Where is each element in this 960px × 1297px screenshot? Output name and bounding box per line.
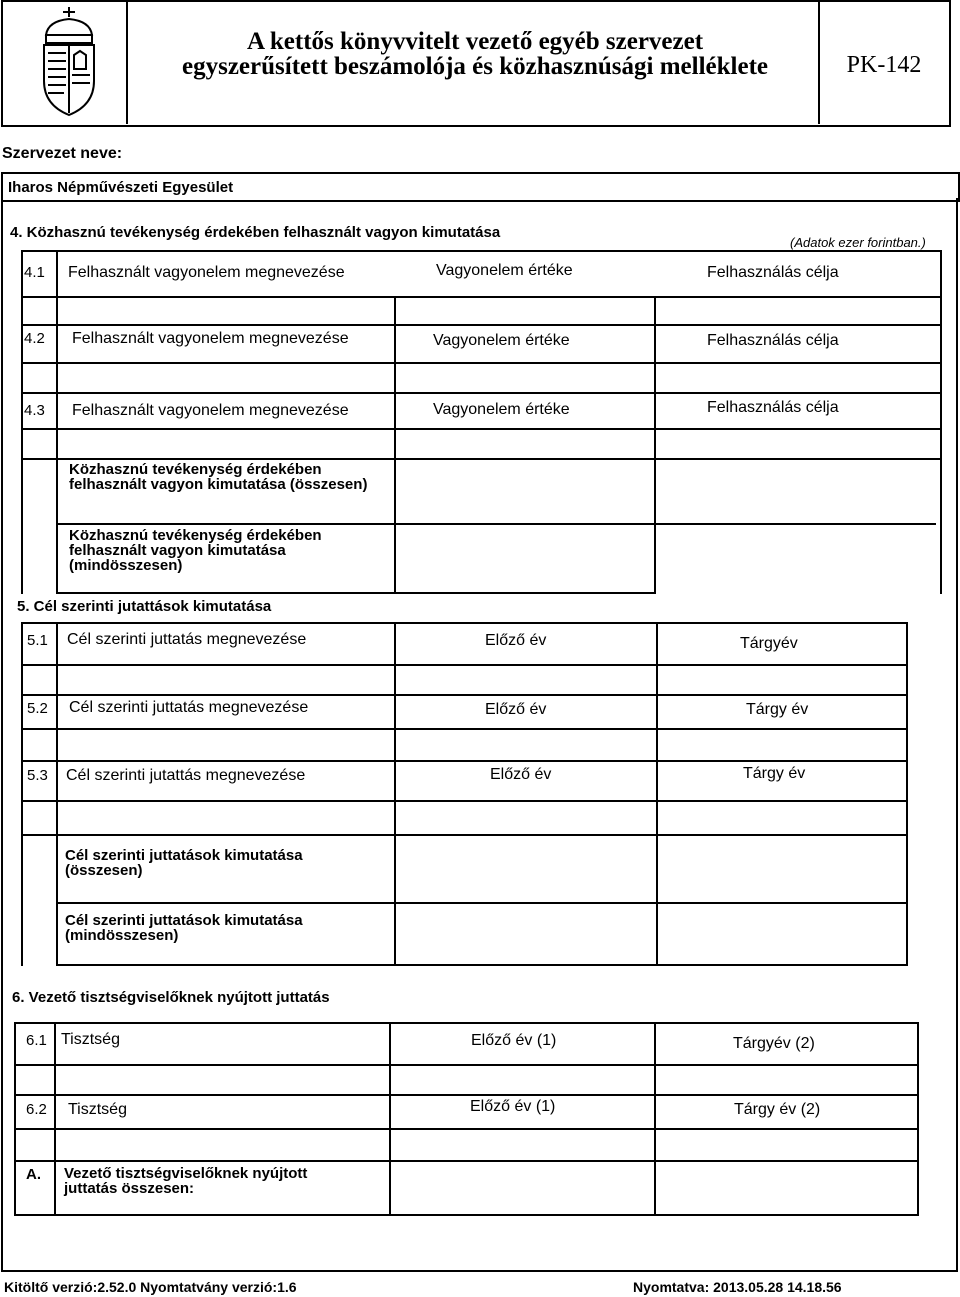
s4-row2-purpose: Felhasználás célja bbox=[707, 332, 839, 349]
section6-title: 6. Vezető tisztségviselőknek nyújtott juttatás bbox=[12, 989, 330, 1006]
page-frame-right bbox=[956, 198, 958, 1270]
s5-row1-curr: Tárgyév bbox=[740, 635, 798, 652]
s6-row2-curr-input[interactable] bbox=[656, 1130, 913, 1158]
s5-row1-number: 5.1 bbox=[27, 632, 48, 649]
s6-row1-name: Tisztség bbox=[61, 1031, 120, 1048]
organization-name: Iharos Népművészeti Egyesület bbox=[8, 179, 234, 196]
s5-row3-curr: Tárgy év bbox=[743, 765, 806, 782]
s5-row3-prev: Előző év bbox=[490, 766, 552, 783]
form-code: PK-142 bbox=[846, 52, 922, 78]
s5-row2-name-input[interactable] bbox=[58, 730, 392, 758]
s4-row2-top bbox=[21, 324, 940, 326]
footer-printed: Nyomtatva: 2013.05.28 14.18.56 bbox=[633, 1279, 842, 1295]
s4-row2-name-input[interactable] bbox=[58, 364, 392, 390]
s6-row1-number: 6.1 bbox=[26, 1032, 47, 1049]
s4-row3-purpose: Felhasználás célja bbox=[707, 399, 839, 416]
s5-bottom bbox=[56, 964, 906, 966]
s6-row1-name-input[interactable] bbox=[56, 1066, 387, 1092]
section5-title: 5. Cél szerinti jutattások kimutatása bbox=[17, 598, 272, 615]
s5-row1-name-input[interactable] bbox=[58, 666, 392, 692]
s5-row2-prev: Előző év bbox=[485, 701, 547, 718]
s5-row3-curr-input[interactable] bbox=[658, 802, 904, 832]
s6-row2-name-input[interactable] bbox=[56, 1130, 387, 1158]
s5-row3-name: Cél szerinti jutattás megnevezése bbox=[66, 767, 306, 784]
s4-row1-value: Vagyonelem értéke bbox=[436, 262, 573, 279]
page-frame-bottom bbox=[1, 1270, 958, 1272]
s4-bottom bbox=[56, 592, 656, 594]
s6-row2-number: 6.2 bbox=[26, 1101, 47, 1118]
s5-total-label: Cél szerinti juttatások kimutatása (összesen) bbox=[65, 847, 303, 879]
s6-row1-curr: Tárgyév (2) bbox=[733, 1035, 815, 1052]
s4-row2-value-input[interactable] bbox=[396, 364, 652, 390]
s5-total-curr-input[interactable] bbox=[658, 836, 904, 900]
footer-version: Kitöltő verzió:2.52.0 Nyomtatvány verzió:1.6 bbox=[4, 1279, 297, 1295]
s6-total-number: A. bbox=[26, 1166, 41, 1183]
s6-col-number bbox=[54, 1022, 56, 1214]
s5-grand-total-curr-input[interactable] bbox=[658, 904, 904, 962]
s4-row3-purpose-input[interactable] bbox=[656, 430, 936, 456]
s6-row2-prev: Előző év (1) bbox=[470, 1098, 556, 1115]
s5-row3-top bbox=[21, 760, 906, 762]
s6-row1-curr-input[interactable] bbox=[656, 1066, 913, 1092]
s5-row1-prev: Előző év bbox=[485, 632, 547, 649]
organization-label: Szervezet neve: bbox=[2, 145, 123, 162]
s6-row2-name: Tisztség bbox=[68, 1101, 127, 1118]
s6-total-curr-input[interactable] bbox=[656, 1162, 913, 1210]
s4-row1-name-input[interactable] bbox=[58, 298, 392, 322]
s4-row3-name: Felhasznált vagyonelem megnevezése bbox=[72, 402, 349, 419]
s5-row3-number: 5.3 bbox=[27, 767, 48, 784]
s6-row1-prev-input[interactable] bbox=[391, 1066, 652, 1092]
s4-row1-value-input[interactable] bbox=[396, 298, 652, 322]
s4-grand-total-value-input[interactable] bbox=[396, 525, 652, 590]
s4-row2-number: 4.2 bbox=[24, 330, 45, 347]
s4-row2-purpose-input[interactable] bbox=[656, 364, 936, 390]
s4-row3-top bbox=[21, 392, 940, 394]
form-title-line2: egyszerűsített beszámolója és közhasznúsági melléklete bbox=[182, 53, 768, 80]
s4-row3-number: 4.3 bbox=[24, 402, 45, 419]
unit-note: (Adatok ezer forintban.) bbox=[790, 235, 926, 250]
s4-row1-purpose-input[interactable] bbox=[656, 298, 936, 322]
s5-total-prev-input[interactable] bbox=[396, 836, 654, 900]
header-divider-left bbox=[126, 0, 128, 124]
s4-row1-number: 4.1 bbox=[24, 264, 45, 281]
s5-row2-top bbox=[21, 694, 906, 696]
s5-row2-curr: Tárgy év bbox=[746, 701, 809, 718]
s6-total-label: Vezető tisztségviselőknek nyújtott juttatás összesen: bbox=[64, 1165, 308, 1197]
s5-row2-number: 5.2 bbox=[27, 700, 48, 717]
coat-of-arms-icon bbox=[36, 5, 102, 117]
s4-row2-value: Vagyonelem értéke bbox=[433, 332, 570, 349]
form-title-line1: A kettős könyvvitelt vezető egyéb szervezet bbox=[246, 28, 704, 55]
s4-row1-name: Felhasznált vagyonelem megnevezése bbox=[68, 264, 345, 281]
page-frame-left bbox=[1, 198, 3, 1270]
s6-row2-top bbox=[14, 1094, 917, 1096]
s4-row1-purpose: Felhasználás célja bbox=[707, 264, 839, 281]
s5-row3-prev-input[interactable] bbox=[396, 802, 654, 832]
s5-row2-curr-input[interactable] bbox=[658, 730, 904, 758]
s4-row3-name-input[interactable] bbox=[58, 430, 392, 456]
s5-row2-prev-input[interactable] bbox=[396, 730, 654, 758]
s4-row3-value-input[interactable] bbox=[396, 430, 652, 456]
s4-row3-value: Vagyonelem értéke bbox=[433, 401, 570, 418]
s5-row3-name-input[interactable] bbox=[58, 802, 392, 832]
s5-row1-curr-input[interactable] bbox=[658, 666, 904, 692]
s6-row1-prev: Előző év (1) bbox=[471, 1032, 557, 1049]
s6-total-prev-input[interactable] bbox=[391, 1162, 652, 1210]
s4-row2-name: Felhasznált vagyonelem megnevezése bbox=[72, 330, 349, 347]
s6-row2-prev-input[interactable] bbox=[391, 1130, 652, 1158]
s4-grand-total-label: Közhasznú tevékenység érdekében felhasznált vagyon kimutatása (mindösszesen) bbox=[69, 527, 322, 574]
s5-row1-prev-input[interactable] bbox=[396, 666, 654, 692]
s5-grand-total-prev-input[interactable] bbox=[396, 904, 654, 962]
s4-total-label: Közhasznú tevékenység érdekében felhasznált vagyon kimutatása (összesen) bbox=[69, 461, 368, 493]
s6-row2-curr: Tárgy év (2) bbox=[734, 1101, 821, 1118]
s4-total-value-input[interactable] bbox=[396, 460, 652, 522]
s5-row1-name: Cél szerinti juttatás megnevezése bbox=[67, 631, 307, 648]
s5-row2-name: Cél szerinti juttatás megnevezése bbox=[69, 699, 309, 716]
s5-grand-total-label: Cél szerinti juttatások kimutatása (mindösszesen) bbox=[65, 912, 303, 944]
header-divider-right bbox=[818, 0, 820, 124]
section4-title: 4. Közhasznú tevékenység érdekében felhasznált vagyon kimutatása bbox=[10, 224, 501, 241]
